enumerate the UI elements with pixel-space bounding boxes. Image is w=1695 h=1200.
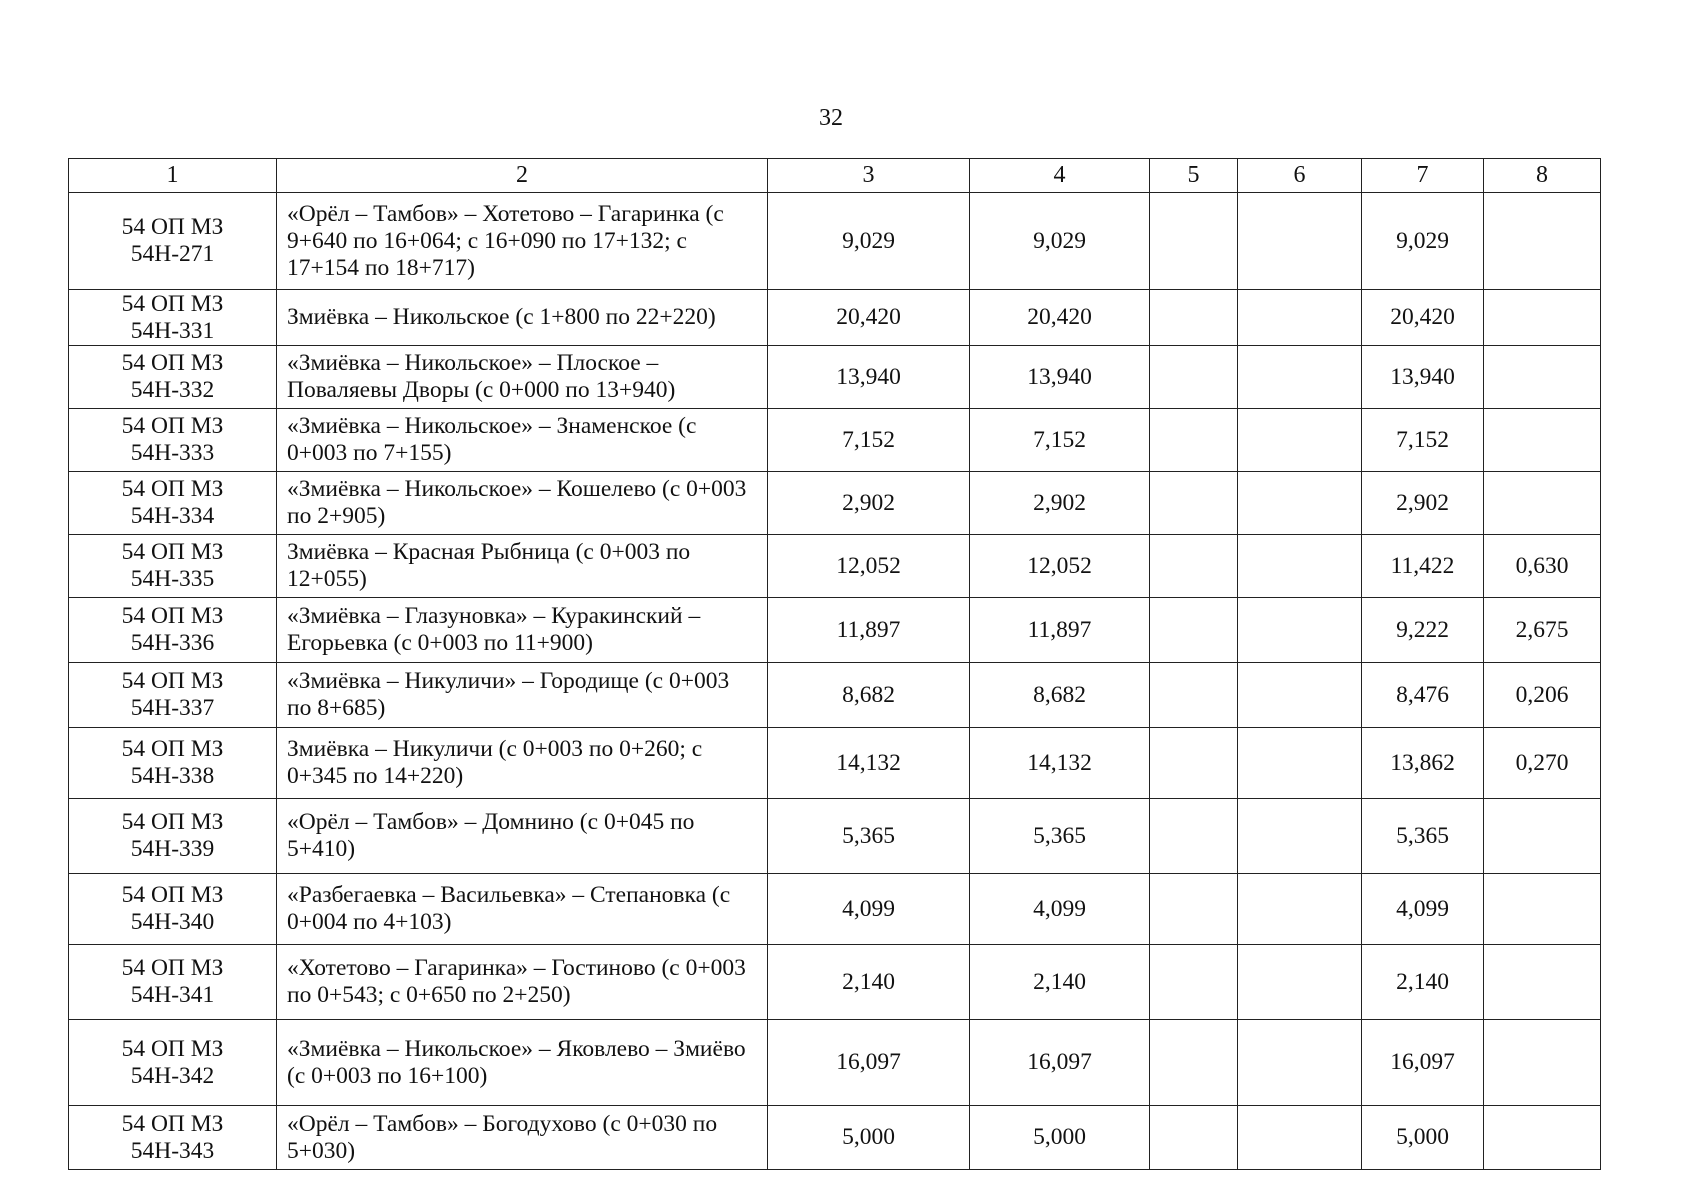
length-cell-col5 — [1150, 598, 1238, 663]
length-cell-col7: 5,000 — [1362, 1106, 1484, 1170]
column-header: 1 — [69, 159, 277, 193]
length-cell-col6 — [1238, 193, 1362, 290]
table-row — [69, 799, 1601, 874]
table-body — [69, 193, 1601, 1170]
length-cell-col6 — [1238, 945, 1362, 1020]
length-cell-col4: 12,052 — [970, 535, 1150, 598]
length-cell-col4: 8,682 — [970, 663, 1150, 728]
length-cell-col7: 13,940 — [1362, 346, 1484, 409]
length-cell-col8: 0,630 — [1484, 535, 1601, 598]
total-length-cell: 20,420 — [768, 290, 970, 346]
road-name-cell: «Змиёвка – Никольское» – Яковлево – Змиёво (с 0+003 по 16+100) — [277, 1020, 768, 1106]
length-cell-col7: 16,097 — [1362, 1020, 1484, 1106]
length-cell-col7: 2,140 — [1362, 945, 1484, 1020]
length-cell-col7: 11,422 — [1362, 535, 1484, 598]
length-cell-col5 — [1150, 728, 1238, 799]
table-row — [69, 663, 1601, 728]
length-cell-col6 — [1238, 1020, 1362, 1106]
length-cell-col5 — [1150, 346, 1238, 409]
length-cell-col4: 16,097 — [970, 1020, 1150, 1106]
total-length-cell: 14,132 — [768, 728, 970, 799]
road-name-cell: «Змиёвка – Никольское» – Кошелево (с 0+003 по 2+905) — [277, 472, 768, 535]
length-cell-col8 — [1484, 346, 1601, 409]
length-cell-col8: 2,675 — [1484, 598, 1601, 663]
total-length-cell: 9,029 — [768, 193, 970, 290]
length-cell-col8 — [1484, 799, 1601, 874]
length-cell-col7: 5,365 — [1362, 799, 1484, 874]
table-row — [69, 598, 1601, 663]
length-cell-col6 — [1238, 728, 1362, 799]
length-cell-col8 — [1484, 193, 1601, 290]
road-code-cell: 54 ОП МЗ 54Н-339 — [69, 799, 277, 874]
length-cell-col4: 11,897 — [970, 598, 1150, 663]
length-cell-col4: 9,029 — [970, 193, 1150, 290]
length-cell-col8 — [1484, 874, 1601, 945]
road-name-cell: «Змиёвка – Никуличи» – Городище (с 0+003 по 8+685) — [277, 663, 768, 728]
road-code-cell: 54 ОП МЗ 54Н-340 — [69, 874, 277, 945]
total-length-cell: 2,140 — [768, 945, 970, 1020]
total-length-cell: 5,000 — [768, 1106, 970, 1170]
road-code-cell: 54 ОП МЗ 54Н-331 — [69, 290, 277, 346]
length-cell-col7: 9,222 — [1362, 598, 1484, 663]
length-cell-col4: 5,365 — [970, 799, 1150, 874]
length-cell-col5 — [1150, 472, 1238, 535]
length-cell-col7: 9,029 — [1362, 193, 1484, 290]
length-cell-col5 — [1150, 193, 1238, 290]
length-cell-col8 — [1484, 290, 1601, 346]
column-header: 7 — [1362, 159, 1484, 193]
length-cell-col7: 8,476 — [1362, 663, 1484, 728]
length-cell-col5 — [1150, 663, 1238, 728]
total-length-cell: 5,365 — [768, 799, 970, 874]
road-name-cell: Змиёвка – Никольское (с 1+800 по 22+220) — [277, 290, 768, 346]
page-number: 32 — [819, 105, 843, 131]
road-code-cell: 54 ОП МЗ 54Н-337 — [69, 663, 277, 728]
road-code-cell: 54 ОП МЗ 54Н-271 — [69, 193, 277, 290]
total-length-cell: 13,940 — [768, 346, 970, 409]
length-cell-col7: 2,902 — [1362, 472, 1484, 535]
table-row — [69, 290, 1601, 346]
roads-table — [68, 158, 1601, 1170]
length-cell-col8 — [1484, 1106, 1601, 1170]
road-code-cell: 54 ОП МЗ 54Н-334 — [69, 472, 277, 535]
length-cell-col7: 7,152 — [1362, 409, 1484, 472]
total-length-cell: 8,682 — [768, 663, 970, 728]
length-cell-col5 — [1150, 799, 1238, 874]
total-length-cell: 16,097 — [768, 1020, 970, 1106]
length-cell-col7: 20,420 — [1362, 290, 1484, 346]
table-row — [69, 193, 1601, 290]
road-name-cell: «Хотетово – Гагаринка» – Гостиново (с 0+003 по 0+543; с 0+650 по 2+250) — [277, 945, 768, 1020]
length-cell-col4: 4,099 — [970, 874, 1150, 945]
header-row — [69, 159, 1601, 193]
road-code-cell: 54 ОП МЗ 54Н-335 — [69, 535, 277, 598]
road-name-cell: Змиёвка – Никуличи (с 0+003 по 0+260; с 0+345 по 14+220) — [277, 728, 768, 799]
table-row — [69, 728, 1601, 799]
total-length-cell: 4,099 — [768, 874, 970, 945]
column-header: 8 — [1484, 159, 1601, 193]
length-cell-col8 — [1484, 1020, 1601, 1106]
length-cell-col5 — [1150, 945, 1238, 1020]
column-header: 3 — [768, 159, 970, 193]
length-cell-col6 — [1238, 472, 1362, 535]
road-code-cell: 54 ОП МЗ 54Н-338 — [69, 728, 277, 799]
length-cell-col6 — [1238, 598, 1362, 663]
length-cell-col4: 5,000 — [970, 1106, 1150, 1170]
column-header: 4 — [970, 159, 1150, 193]
total-length-cell: 12,052 — [768, 535, 970, 598]
road-name-cell: «Разбегаевка – Васильевка» – Степановка (с 0+004 по 4+103) — [277, 874, 768, 945]
road-code-cell: 54 ОП МЗ 54Н-333 — [69, 409, 277, 472]
table-row — [69, 945, 1601, 1020]
length-cell-col5 — [1150, 874, 1238, 945]
length-cell-col8: 0,270 — [1484, 728, 1601, 799]
length-cell-col6 — [1238, 874, 1362, 945]
road-name-cell: «Орёл – Тамбов» – Хотетово – Гагаринка (с 9+640 по 16+064; с 16+090 по 17+132; с 17+154 по 18+717) — [277, 193, 768, 290]
length-cell-col5 — [1150, 409, 1238, 472]
length-cell-col6 — [1238, 290, 1362, 346]
length-cell-col4: 7,152 — [970, 409, 1150, 472]
length-cell-col5 — [1150, 535, 1238, 598]
table-row — [69, 409, 1601, 472]
road-code-cell: 54 ОП МЗ 54Н-341 — [69, 945, 277, 1020]
length-cell-col8 — [1484, 945, 1601, 1020]
road-name-cell: «Змиёвка – Никольское» – Знаменское (с 0+003 по 7+155) — [277, 409, 768, 472]
length-cell-col8: 0,206 — [1484, 663, 1601, 728]
total-length-cell: 11,897 — [768, 598, 970, 663]
table-row — [69, 535, 1601, 598]
table-row — [69, 1106, 1601, 1170]
column-header: 5 — [1150, 159, 1238, 193]
road-name-cell: «Орёл – Тамбов» – Богодухово (с 0+030 по 5+030) — [277, 1106, 768, 1170]
length-cell-col4: 14,132 — [970, 728, 1150, 799]
length-cell-col6 — [1238, 409, 1362, 472]
road-code-cell: 54 ОП МЗ 54Н-343 — [69, 1106, 277, 1170]
length-cell-col6 — [1238, 535, 1362, 598]
road-code-cell: 54 ОП МЗ 54Н-336 — [69, 598, 277, 663]
length-cell-col4: 2,902 — [970, 472, 1150, 535]
column-header: 2 — [277, 159, 768, 193]
length-cell-col6 — [1238, 1106, 1362, 1170]
table-row — [69, 472, 1601, 535]
length-cell-col6 — [1238, 346, 1362, 409]
length-cell-col8 — [1484, 409, 1601, 472]
road-code-cell: 54 ОП МЗ 54Н-332 — [69, 346, 277, 409]
total-length-cell: 7,152 — [768, 409, 970, 472]
length-cell-col5 — [1150, 1106, 1238, 1170]
road-name-cell: Змиёвка – Красная Рыбница (с 0+003 по 12+055) — [277, 535, 768, 598]
length-cell-col6 — [1238, 663, 1362, 728]
length-cell-col6 — [1238, 799, 1362, 874]
column-header: 6 — [1238, 159, 1362, 193]
length-cell-col4: 13,940 — [970, 346, 1150, 409]
length-cell-col7: 4,099 — [1362, 874, 1484, 945]
table-row — [69, 346, 1601, 409]
total-length-cell: 2,902 — [768, 472, 970, 535]
road-code-cell: 54 ОП МЗ 54Н-342 — [69, 1020, 277, 1106]
length-cell-col5 — [1150, 290, 1238, 346]
road-name-cell: «Змиёвка – Глазуновка» – Куракинский – Егорьевка (с 0+003 по 11+900) — [277, 598, 768, 663]
length-cell-col4: 2,140 — [970, 945, 1150, 1020]
length-cell-col5 — [1150, 1020, 1238, 1106]
length-cell-col8 — [1484, 472, 1601, 535]
length-cell-col4: 20,420 — [970, 290, 1150, 346]
length-cell-col7: 13,862 — [1362, 728, 1484, 799]
table-row — [69, 874, 1601, 945]
road-name-cell: «Орёл – Тамбов» – Домнино (с 0+045 по 5+410) — [277, 799, 768, 874]
road-name-cell: «Змиёвка – Никольское» – Плоское – Поваляевы Дворы (с 0+000 по 13+940) — [277, 346, 768, 409]
table-row — [69, 1020, 1601, 1106]
